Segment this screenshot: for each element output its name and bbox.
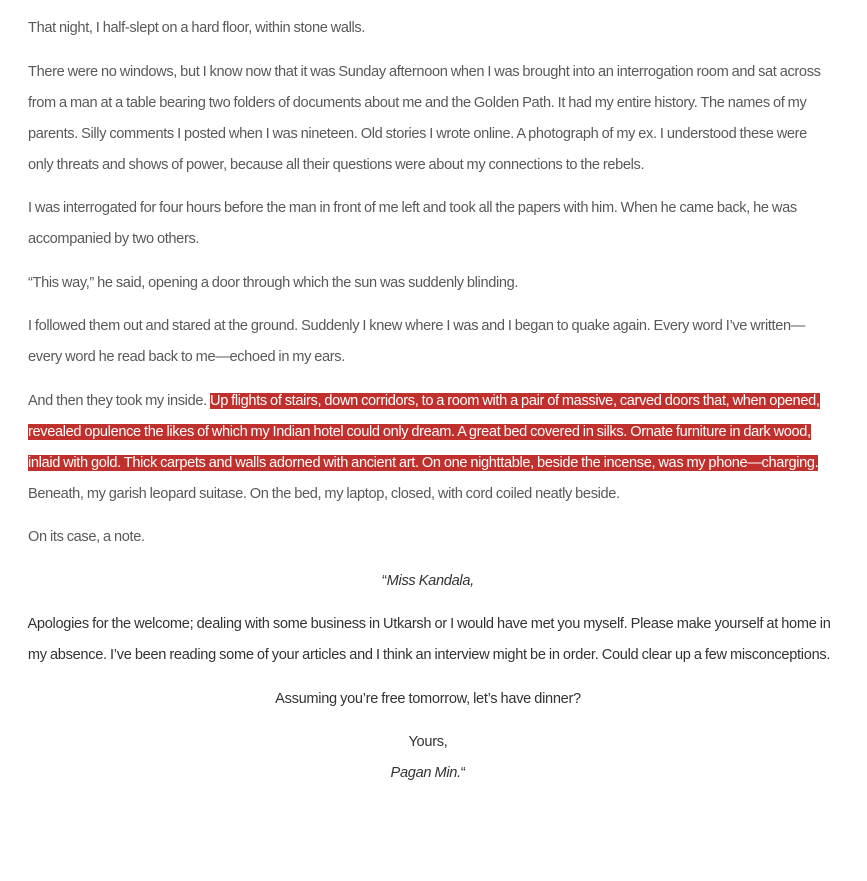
letter-closing: Yours,: [408, 734, 448, 750]
paragraph-with-selection: [28, 386, 828, 510]
paragraph: There were no windows, but I know now that it was Sunday afternoon when I was brought into an interrogation room and sat across from a man at a table bearing two folders of documents about me and the Golden Path. It had my entire history. The names of my parents. Silly comments I posted when I was nineteen. Old stories I wrote online. A photograph of my ex. I understood these were only threats and shows of power, because all their questions were about my connections to the rebels.: [28, 63, 821, 173]
paragraph: On its case, a note.: [28, 529, 145, 545]
open-quote: “: [382, 572, 387, 589]
paragraph-text: And then they took my inside.: [28, 392, 211, 409]
letter-salutation: [28, 566, 828, 597]
paragraph: I was interrogated for four hours before the man in front of me left and took all the papers with him. When he came back, he was accompanied by two others.: [28, 200, 797, 247]
paragraph-text: Beneath, my garish leopard suitase. On the bed, my laptop, closed, with cord coiled neatly beside.: [28, 485, 620, 502]
salutation-text: Miss Kandala,: [386, 572, 474, 589]
paragraph: That night, I half-slept on a hard floor, within stone walls.: [28, 20, 366, 36]
letter-signoff: [28, 727, 828, 789]
letter-question: Assuming you’re free tomorrow, let’s have dinner?: [275, 690, 581, 707]
paragraph: “This way,” he said, opening a door through which the sun was suddenly blinding.: [28, 274, 519, 291]
letter-signature: Pagan Min.: [390, 765, 461, 781]
letter-body: Apologies for the welcome; dealing with some business in Utkarsh or I would have met you myself. Please make yourself at home in my absence. I’ve been reading some of your articles and I think an interview might be in order. Could clear up a few misconceptions.: [27, 616, 831, 663]
article-body: [27, 13, 831, 802]
paragraph: I followed them out and stared at the ground. Suddenly I knew where I was and I began to quake again. Every word I’ve written—every word he read back to me—echoed in my ears.: [28, 318, 806, 365]
highlighted-selection[interactable]: Up flights of stairs, down corridors, to a room with a pair of massive, carved doors that, when opened, revealed opulence the likes of which my Indian hotel could only dream. A great bed covered in silks. Ornate furniture in dark wood, inlaid with gold. Thick carpets and walls adorned with ancient art. On one nighttable, beside the incense, was my phone—charging.: [28, 392, 820, 471]
close-quote: “: [460, 765, 466, 781]
